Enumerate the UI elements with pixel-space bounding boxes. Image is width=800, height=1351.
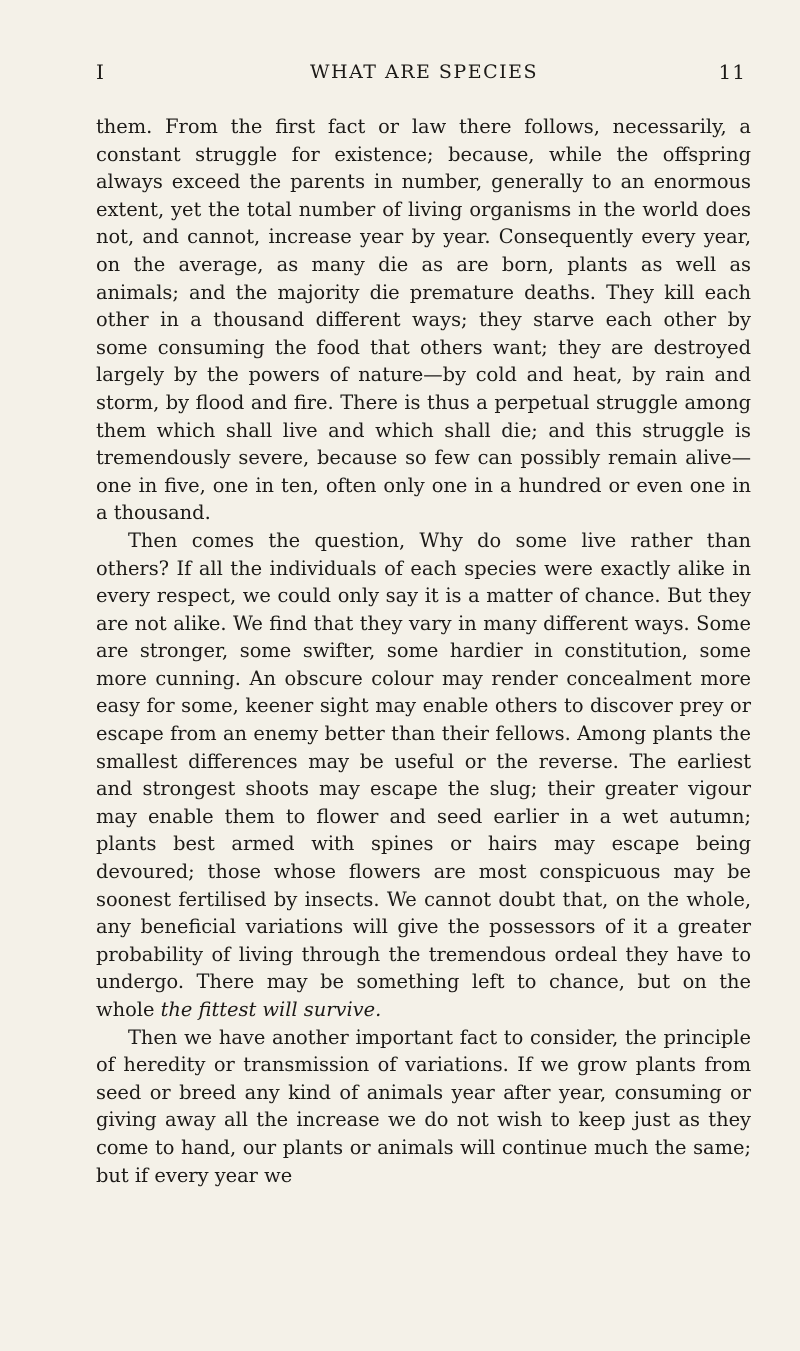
body-text [96, 113, 751, 1189]
paragraph-heredity: Then we have another important fact to consider, the principle of heredity or transmission of variations. If we grow plants from seed or breed any kind of animals year after year, consuming or giving away all the increase we do not wish to keep just as they come to hand, our plants or animals will continue much the same; but if every year we [96, 1025, 751, 1187]
page-number: 11 [718, 60, 746, 84]
paragraph-why-some-live [96, 527, 751, 1024]
paragraph-text: Then comes the question, Why do some live rather than others? If all the individuals of each species were exactly alike in every respect, we could only say it is a matter of chance. But they are not alike. We find that they vary in many different ways. Some are stronger, some swifter, some hardier in constitution, some more cunning. An obscure colour may render concealment more easy for some, keener sight may enable others to discover prey or escape from an enemy better than their fellows. Among plants the smallest differences may be useful or the reverse. The earliest and strongest shoots may escape the slug; their greater vigour may enable them to flower and seed earlier in a wet autumn; plants best armed with spines or hairs may escape being devoured; those whose flowers are most conspicuous may be soonest fertilised by insects. We cannot doubt that, on the whole, any beneficial variations will give the possessors of it a greater probability of living through the tremendous ordeal they have to undergo. There may be something left to chance, but on the whole [96, 528, 751, 1021]
running-title: WHAT ARE SPECIES [309, 61, 539, 83]
paragraph-continued: them. From the first fact or law there follows, necessarily, a constant struggle for existence; because, while the offspring always exceed the parents in number, generally to an enormous extent, yet the total number of living organisms in the world does not, and cannot, increase year by year. Consequently every year, on the average, as many die as are born, plants as well as animals; and the majority die premature deaths. They kill each other in a thousand different ways; they starve each other by some consuming the food that others want; they are destroyed largely by the powers of nature—by cold and heat, by rain and storm, by flood and fire. There is thus a perpetual struggle among them which shall live and which shall die; and this struggle is tremendously severe, because so few can possibly remain alive—one in five, one in ten, often only one in a hundred or even one in a thousand. [96, 115, 751, 525]
chapter-number: I [96, 60, 105, 84]
running-head [96, 52, 752, 92]
emphasized-phrase: the fittest will survive. [160, 998, 382, 1021]
